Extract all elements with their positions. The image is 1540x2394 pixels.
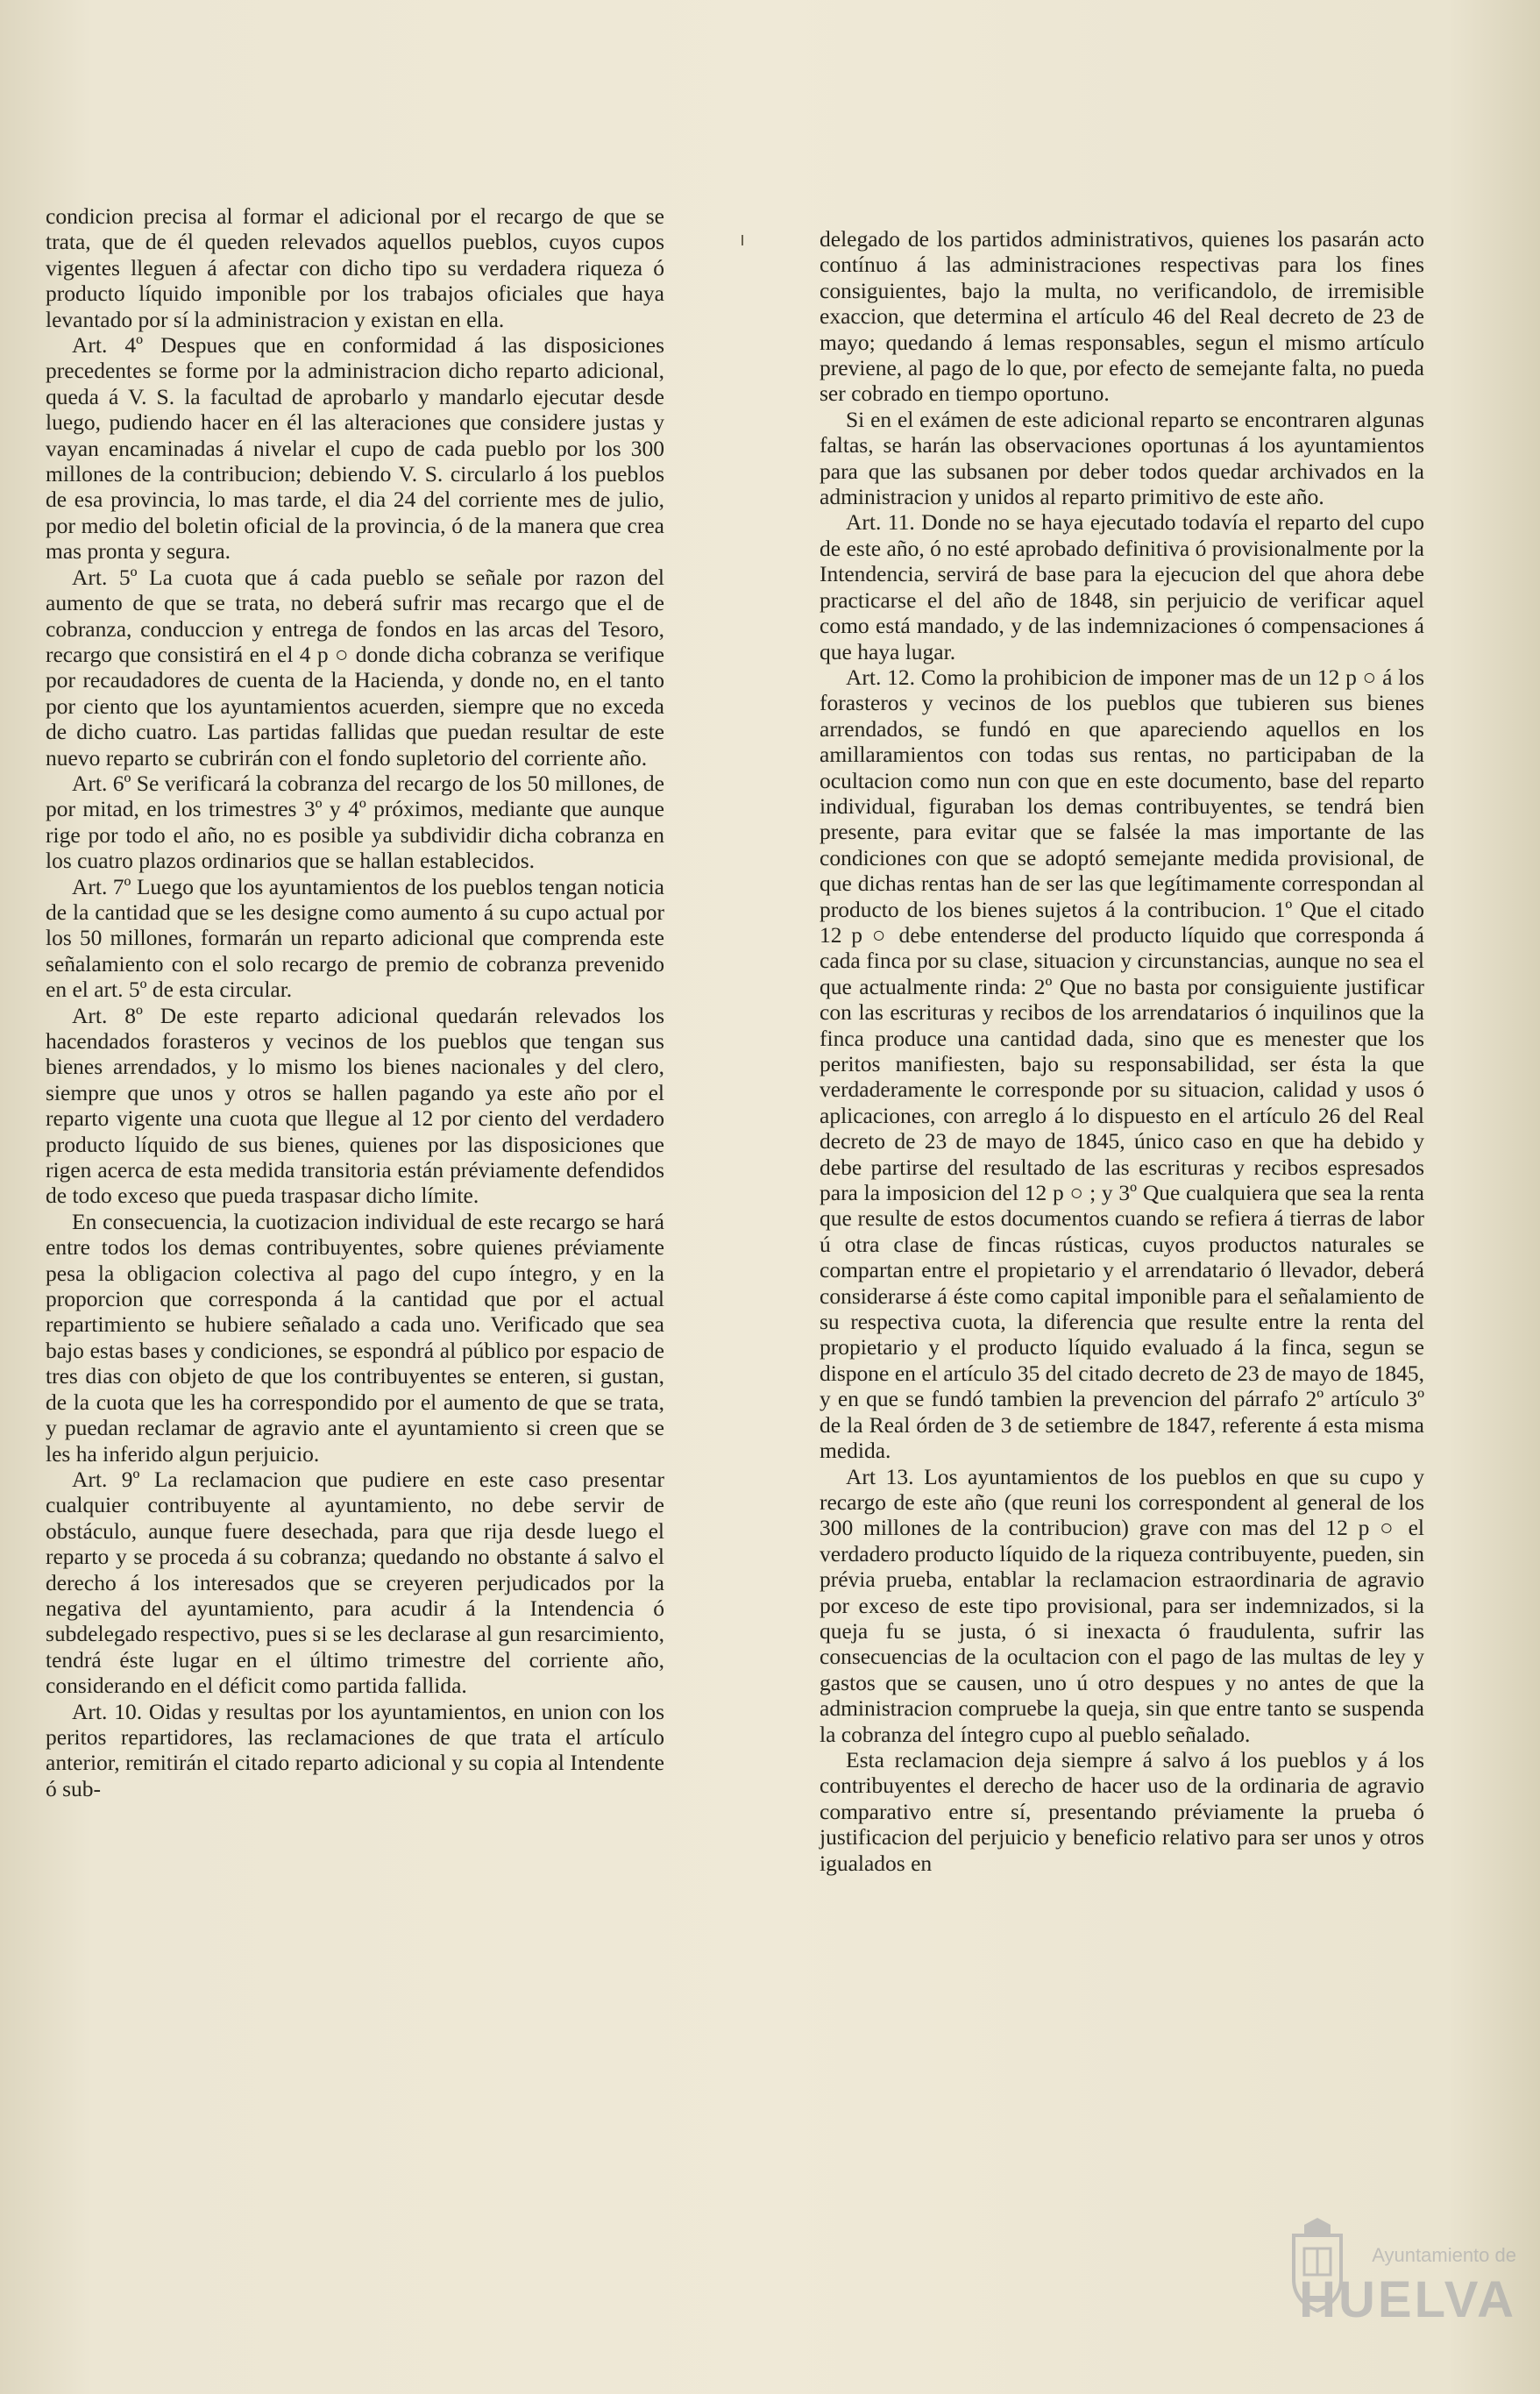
article-7: Art. 7º Luego que los ayuntamientos de los pueblos tengan noticia de la cantidad que se les designe como aumento á su cupo actual por los 50 millones, formarán un reparto adicional que comprenda este señalamiento con el solo recargo de premio de cobranza prevenido en el art. 5º de esta circular. bbox=[46, 873, 664, 1003]
paragraph: condicion precisa al formar el adicional por el recargo de que se trata, que de él queden relevados aquellos pueblos, cuyos cupos vigentes lleguen á afectar con dicho tipo su verdadera riqueza ó producto líquido imponible por los trabajos oficiales que haya levantado por sí la administracion y existan en ella. bbox=[46, 203, 664, 332]
watermark-name: Ayuntamiento de bbox=[1372, 2244, 1516, 2266]
article-8: Art. 8º De este reparto adicional quedarán relevados los hacendados forasteros y vecinos de los pueblos que tengan sus bienes arrendados, y lo mismo los bienes nacionales y del clero, siempre que unos y otros se hallen pagando ya este año por el reparto vigente una cuota que llegue al 12 por ciento del verdadero producto líquido de sus bienes, quienes por las disposiciones que rigen acerca de esta medida transitoria están préviamente defendidos de todo exceso que pueda traspasar dicho límite. bbox=[46, 1002, 664, 1209]
article-13: Art 13. Los ayuntamientos de los pueblos en que su cupo y recargo de este año (que reuni los correspondent al general de los 300 millones de la contribucion) grave con mas del 12 p ○ el verdadero producto líquido de la riqueza contribuyente, pueden, sin prévia prueba, entablar la reclamacion estraordinaria de agravio por exceso de este tipo provisional, para ser indemnizados, si la queja fu se justa, ó si inexacta ó fraudulenta, sufrir las consecuencias de la ocultacion con el pago de las multas de ley y gastos que se causen, uno ú otro despues y no antes de que la administracion compruebe la queja, sin que entre tanto se suspenda la cobranza del íntegro cupo al pueblo señalado. bbox=[820, 1463, 1424, 1747]
paragraph: delegado de los partidos administrativos, quienes los pasarán acto contínuo á las administraciones respectivas para los fines consiguientes, bajo la multa, no verificandolo, de irremisible exaccion, que determina el artículo 46 del Real decreto de 23 de mayo; quedando á lemas responsables, segun el mismo artículo previene, al pago de lo que, por efecto de semejante falta, no pueda ser cobrado en tiempo oportuno. bbox=[820, 226, 1424, 407]
paragraph: Esta reclamacion deja siempre á salvo á los pueblos y á los contribuyentes el derecho de hacer uso de la ordinaria de agravio comparativo entre sí, presentando préviamente la prueba ó justificacion del perjuicio y beneficio relativo para ser unos y otros igualados en bbox=[820, 1746, 1424, 1876]
article-11: Art. 11. Donde no se haya ejecutado todavía el reparto del cupo de este año, ó no esté aprobado definitiva ó provisionalmente por la Intendencia, servirá de base para la ejecucion del que ahora debe practicarse el del año de 1848, sin perjuicio de verificar aquel como está mandado, y de las indemnizaciones ó compensaciones á que haya lugar. bbox=[820, 509, 1424, 664]
watermark-city: HUELVA bbox=[1299, 2271, 1516, 2328]
article-6: Art. 6º Se verificará la cobranza del recargo de los 50 millones, de por mitad, en los trimestres 3º y 4º próximos, mediante que aunque rige por todo el año, no es posible ya subdividir dicha cobranza en los cuatro plazos ordinarios que se hallan establecidos. bbox=[46, 770, 664, 874]
article-9: Art. 9º La reclamacion que pudiere en este caso presentar cualquier contribuyente al ayuntamiento, no debe servir de obstáculo, aunque fuere desechada, para que rija desde luego el reparto y se proceda á su cobranza; quedando no obstante á salvo el derecho á los interesados que se creyeren perjudicados por la negativa del ayuntamiento, para acudir á la Intendencia ó subdelegado respectivo, pues si se les declarase al gun resarcimiento, tendrá éste lugar en el último trimestre del corriente año, considerando en el déficit como partida fallida. bbox=[46, 1466, 664, 1699]
article-10: Art. 10. Oidas y resultas por los ayuntamientos, en union con los peritos repartidores, las reclamaciones de que trata el artículo anterior, remitirán el citado reparto adicional y su copia al Intendente ó sub- bbox=[46, 1698, 664, 1801]
article-4: Art. 4º Despues que en conformidad á las disposiciones precedentes se forme por la administracion dicho reparto adicional, queda á V. S. la facultad de aprobarlo y mandarlo ejecutar desde luego, pudiendo hacer en él las alteraciones que considere justas y vayan encaminadas á nivelar el cupo de cada pueblo por los 300 millones de la contribucion; debiendo V. S. circularlo á los pueblos de esa provincia, lo mas tarde, el dia 24 del corriente mes de julio, por medio del boletin oficial de la provincia, ó de la manera que crea mas pronta y segura. bbox=[46, 332, 664, 565]
article-5: Art. 5º La cuota que á cada pueblo se señale por razon del aumento de que se trata, no deberá sufrir mas recargo que el de cobranza, conduccion y entrega de fondos en las arcas del Tesoro, recargo que consistirá en el 4 p ○ donde dicha cobranza se verifique por recaudadores de cuenta de la Hacienda, y donde no, en el tanto por ciento que los ayuntamientos acuerden, siempre que no exceda de dicho cuatro. Las partidas fallidas que puedan resultar de este nuevo reparto se cubrirán con el fondo supletorio del corriente año. bbox=[46, 564, 664, 771]
column-mark bbox=[742, 235, 743, 245]
article-12: Art. 12. Como la prohibicion de imponer mas de un 12 p ○ á los forasteros y vecinos de los pueblos que tubieren sus bienes arrendados, se fundó en que apareciendo aquellos en los amillaramientos con todas sus rentas, no participaban de la ocultacion como nun con que en este documento, base del reparto individual, figuraban los demas contribuyentes, se tendrá bien presente, para evitar que se falsée la mas importante de las condiciones con que se adoptó semejante medida provisional, de que dichas rentas han de ser las que legítimamente correspondan al producto de los bienes sujetos á la contribucion. 1º Que el citado 12 p ○ debe entenderse del producto líquido que corresponda á cada finca por su clase, situacion y circunstancias, aunque no sea el que actualmente rinda: 2º Que no basta por consiguiente justificar con las escrituras y recibos de los arrendatarios ó inquilinos que la finca produce una cantidad dada, sino que es menester que los peritos manifiesten, bajo su responsabilidad, ser ésta la que verdaderamente le corresponde por su situacion, calidad y usos ó aplicaciones, con arreglo á lo dispuesto en el artículo 26 del Real decreto de 23 de mayo de 1845, único caso en que ha debido y debe partirse del resultado de las escrituras y recibos espresados para la imposicion del 12 p ○ ; y 3º Que cualquiera que sea la renta que resulte de estos documentos cuando se refiera á tierras de labor ú otra clase de fincas rústicas, cuyos productos naturales se compartan entre el propietario y el arrendatario ó llevador, deberá considerarse á éste como capital imponible para el señalamiento de su respectiva cuota, la diferencia que resulte entre la renta del propietario y el producto líquido evaluado á la finca, segun se dispone en el artículo 35 del citado decreto de 23 de mayo de 1845, y en que se fundó tambien la prevencion del párrafo 2º artículo 3º de la Real órden de 3 de setiembre de 1847, referente á esta misma medida. bbox=[820, 664, 1424, 1464]
paragraph: En consecuencia, la cuotizacion individual de este recargo se hará entre todos los demas contribuyentes, sobre quienes préviamente pesa la obligacion colectiva al pago del cupo íntegro, y en la proporcion que corresponda á la cantidad que por el actual repartimiento se hubiere señalado a cada uno. Verificado que sea bajo estas bases y condiciones, se espondrá al público por espacio de tres dias con objeto de que los contribuyentes se enteren, si gustan, de la cuota que les ha correspondido por el aumento de que se trata, y puedan reclamar de agravio ante el ayuntamiento si creen que se les ha inferido algun perjuicio. bbox=[46, 1208, 664, 1467]
watermark bbox=[1297, 2244, 1516, 2376]
right-column bbox=[820, 226, 1424, 1876]
left-column bbox=[46, 203, 664, 1801]
paragraph: Si en el exámen de este adicional reparto se encontraren algunas faltas, se harán las observaciones oportunas á los ayuntamientos para que las subsanen por deber todos quedar archivados en la administracion y unidos al reparto primitivo de este año. bbox=[820, 406, 1424, 510]
